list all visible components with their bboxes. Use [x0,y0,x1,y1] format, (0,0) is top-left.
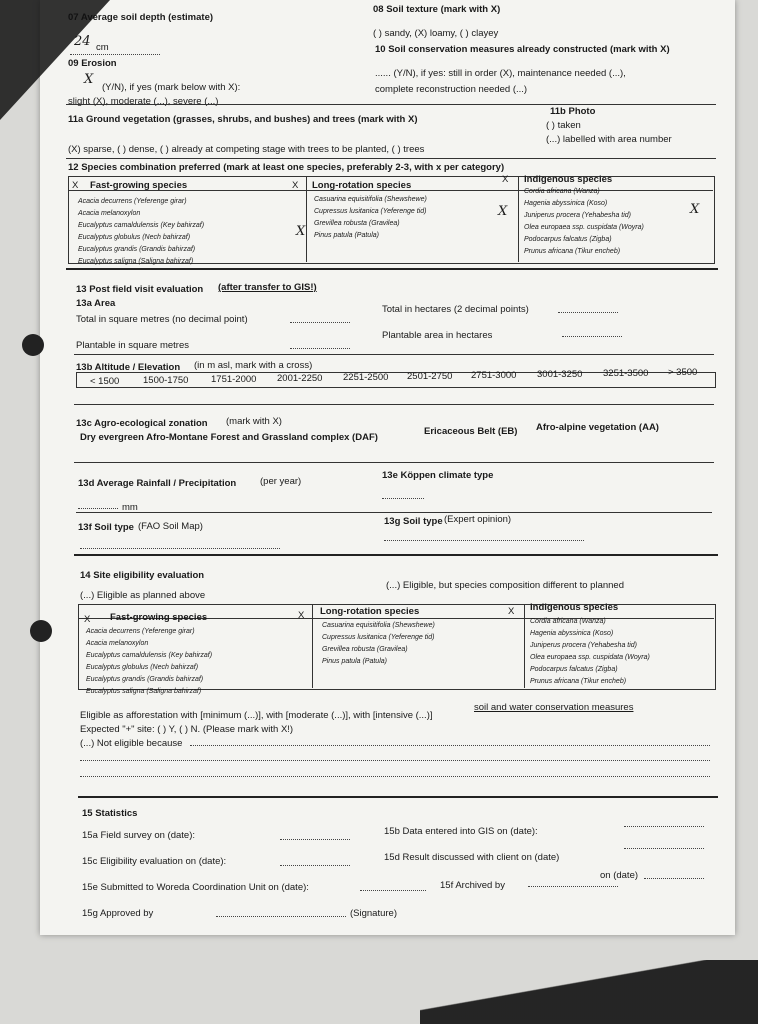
s13b-range-5: 2501-2750 [407,371,453,382]
s11b-opt2: (...) labelled with area number [546,134,672,145]
s12-indig-mark: X [690,202,700,217]
s14-fast-4: Eucalyptus grandis (Grandis bahirzaf) [86,676,204,683]
s13b-range-0: < 1500 [90,376,120,387]
s12-long-3: Pinus patula (Patula) [314,232,379,239]
s14-header-fast: Fast-growing species [110,612,208,623]
s14-conservation-link[interactable]: soil and water conservation measures [474,702,634,713]
s15e: 15e Submitted to Woreda Coordination Unit on (date): [82,882,309,893]
s12-fast-x: X [72,180,79,191]
s13a-sqm: Total in square metres (no decimal point) [76,314,248,325]
s14-indig-x: X [508,606,515,617]
s12-indig-2: Juniperus procera (Yehabesha tid) [524,212,632,219]
s13b-range-9: > 3500 [668,367,698,378]
s13f-sub: (FAO Soil Map) [138,521,203,532]
s13a-psqm: Plantable in square metres [76,340,190,351]
s14-indig-0: Cordia africana (Wanza) [530,618,606,625]
s13g-sub: (Expert opinion) [444,514,512,525]
s15g: 15g Approved by [82,908,154,919]
s13c-zone-0: Dry evergreen Afro-Montane Forest and Grassland complex (DAF) [80,432,378,443]
s13c-zone-1: Ericaceous Belt (EB) [424,426,518,437]
s14-title: 14 Site eligibility evaluation [80,570,205,581]
s13a-ha: Total in hectares (2 decimal points) [382,304,529,315]
s13c-sub: (mark with X) [226,416,282,427]
s13a-pha: Plantable area in hectares [382,330,493,341]
s12-indig-1: Hagenia abyssinica (Koso) [524,200,608,207]
punch-hole-top [22,334,44,356]
s12-title: 12 Species combination preferred (mark at least one species, preferably 2-3, with x per category) [68,162,505,173]
scan-bottom-shadow [420,960,758,1024]
s12-fast-2: Eucalyptus camaldulensis (Key bahirzaf) [78,222,205,229]
s08-options: ( ) sandy, (X) loamy, ( ) clayey [373,28,499,39]
s14-conservation: Eligible as afforestation with [minimum (...)], with [moderate (...)], with [intensive (...)] [80,710,433,721]
s13d-unit: mm [122,502,138,513]
s09-line1: (Y/N), if yes (mark below with X): [102,82,241,93]
s12-indig-3: Olea europaea ssp. cuspidata (Woyra) [524,224,644,231]
s14-long-x: X [298,610,305,621]
s09-line2: slight (X), moderate (...), severe (...) [68,96,219,107]
s11b-opt1: ( ) taken [546,120,581,131]
s12-fast-3: Eucalyptus globulus (Nech bahirzaf) [78,234,191,241]
s14-indig-2: Juniperus procera (Yehabesha tid) [530,642,638,649]
s13d-title: 13d Average Rainfall / Precipitation [78,478,237,489]
s14-fast-5: Eucalyptus saligna (Saligna bahirzaf) [86,688,202,695]
s12-fast-1: Acacia melanoxylon [78,210,141,217]
s15b: 15b Data entered into GIS on (date): [384,826,538,837]
s13-title: 13 Post field visit evaluation [76,284,204,295]
s12-indig-x: X [502,174,509,185]
s12-indig-0: Cordia africana (Wanza) [524,188,600,195]
s14-indig-4: Podocarpus falcatus (Zigba) [530,666,618,673]
s12-fast-5: Eucalyptus saligna (Saligna bahirzaf) [78,258,194,265]
s12-indig-4: Podocarpus falcatus (Zigba) [524,236,612,243]
s14-expected: Expected "+" site: ( ) Y, ( ) N. (Please mark with X!) [80,724,294,735]
form-page [40,0,735,935]
s12-long-2: Grevillea robusta (Gravilea) [314,220,400,227]
s14-fast-1: Acacia melanoxylon [86,640,149,647]
s14-opt2: (...) Eligible, but species composition different to planned [386,580,624,591]
s13b-range-2: 1751-2000 [211,374,257,385]
s14-indig-5: Prunus africana (Tikur encheb) [530,678,627,685]
s10-line2: complete reconstruction needed (...) [375,84,528,95]
s07-value: 24 [74,34,91,49]
s13c-zone-2: Afro-alpine vegetation (AA) [536,422,659,433]
s12-header-fast: Fast-growing species [90,180,188,191]
s13b-sub: (in m asl, mark with a cross) [194,360,313,371]
s15f: 15f Archived by [440,880,505,891]
s12-long-x: X [292,180,299,191]
s13g-title: 13g Soil type [384,516,443,527]
s12-long-1: Cupressus lusitanica (Yeferenge tid) [314,208,427,215]
scan-corner-shadow [0,0,110,120]
s15c: 15c Eligibility evaluation on (date): [82,856,227,867]
s11a-title: 11a Ground vegetation (grasses, shrubs, and bushes) and trees (mark with X) [68,114,418,125]
s11b-title: 11b Photo [550,106,596,117]
s14-indig-1: Hagenia abyssinica (Koso) [530,630,614,637]
s13b-range-8: 3251-3500 [603,368,649,379]
s12-header-long: Long-rotation species [312,180,412,191]
s12-indig-5: Prunus africana (Tikur encheb) [524,248,621,255]
s14-fast-3: Eucalyptus globulus (Nech bahirzaf) [86,664,199,671]
s14-fast-2: Eucalyptus camaldulensis (Key bahirzaf) [86,652,213,659]
s12-fast-4: Eucalyptus grandis (Grandis bahirzaf) [78,246,196,253]
s13-title-link[interactable]: (after transfer to GIS!) [218,282,317,293]
s12-header-indig: Indigenous species [524,174,613,185]
s13c-title: 13c Agro-ecological zonation [76,418,208,429]
s13b-range-3: 2001-2250 [277,373,323,384]
s13f-title: 13f Soil type [78,522,134,533]
s13a-title: 13a Area [76,298,116,309]
s12-long-mark2: X [498,204,508,219]
s13e-title: 13e Köppen climate type [382,470,494,481]
s15d: 15d Result discussed with client on (date) [384,852,560,863]
s08-title: 08 Soil texture (mark with X) [373,4,501,15]
s09-answer: X [84,72,94,87]
s09-title: 09 Erosion [68,58,117,69]
s13b-range-7: 3001-3250 [537,369,583,380]
s14-header-indig: Indigenous species [530,602,619,613]
s14-indig-3: Olea europaea ssp. cuspidata (Woyra) [530,654,650,661]
s14-long-3: Pinus patula (Patula) [322,658,387,665]
s10-line1: ...... (Y/N), if yes: still in order (X), maintenance needed (...), [375,68,626,79]
s14-header-long: Long-rotation species [320,606,420,617]
s12-long-mark: X [296,224,306,239]
s07-unit: cm [96,42,109,53]
s14-long-2: Grevillea robusta (Gravilea) [322,646,408,653]
s15a: 15a Field survey on (date): [82,830,196,841]
s14-long-1: Cupressus lusitanica (Yeferenge tid) [322,634,435,641]
s07-title: 07 Average soil depth (estimate) [68,12,214,23]
s13b-title: 13b Altitude / Elevation [76,362,181,373]
s14-long-0: Casuarina equisitifolia (Shewshewe) [322,622,435,629]
punch-hole-bottom [30,620,52,642]
s13b-range-4: 2251-2500 [343,372,389,383]
s15f-on: on (date) [600,870,639,881]
s15-title: 15 Statistics [82,808,138,819]
s14-fast-x: X [84,614,91,625]
s11a-options: (X) sparse, ( ) dense, ( ) already at competing stage with trees to be planted, ( ) trees [68,144,425,155]
s15g-signature: (Signature) [350,908,397,919]
s12-fast-0: Acacia decurrens (Yeferenge girar) [78,198,187,205]
s10-title: 10 Soil conservation measures already constructed (mark with X) [375,44,670,55]
s13d-sub: (per year) [260,476,302,487]
s13b-range-6: 2751-3000 [471,370,517,381]
s14-opt1: (...) Eligible as planned above [80,590,206,601]
s13b-range-1: 1500-1750 [143,375,189,386]
s14-not-eligible: (...) Not eligible because [80,738,183,749]
s14-fast-0: Acacia decurrens (Yeferenge girar) [86,628,195,635]
s12-long-0: Casuarina equisitifolia (Shewshewe) [314,196,427,203]
